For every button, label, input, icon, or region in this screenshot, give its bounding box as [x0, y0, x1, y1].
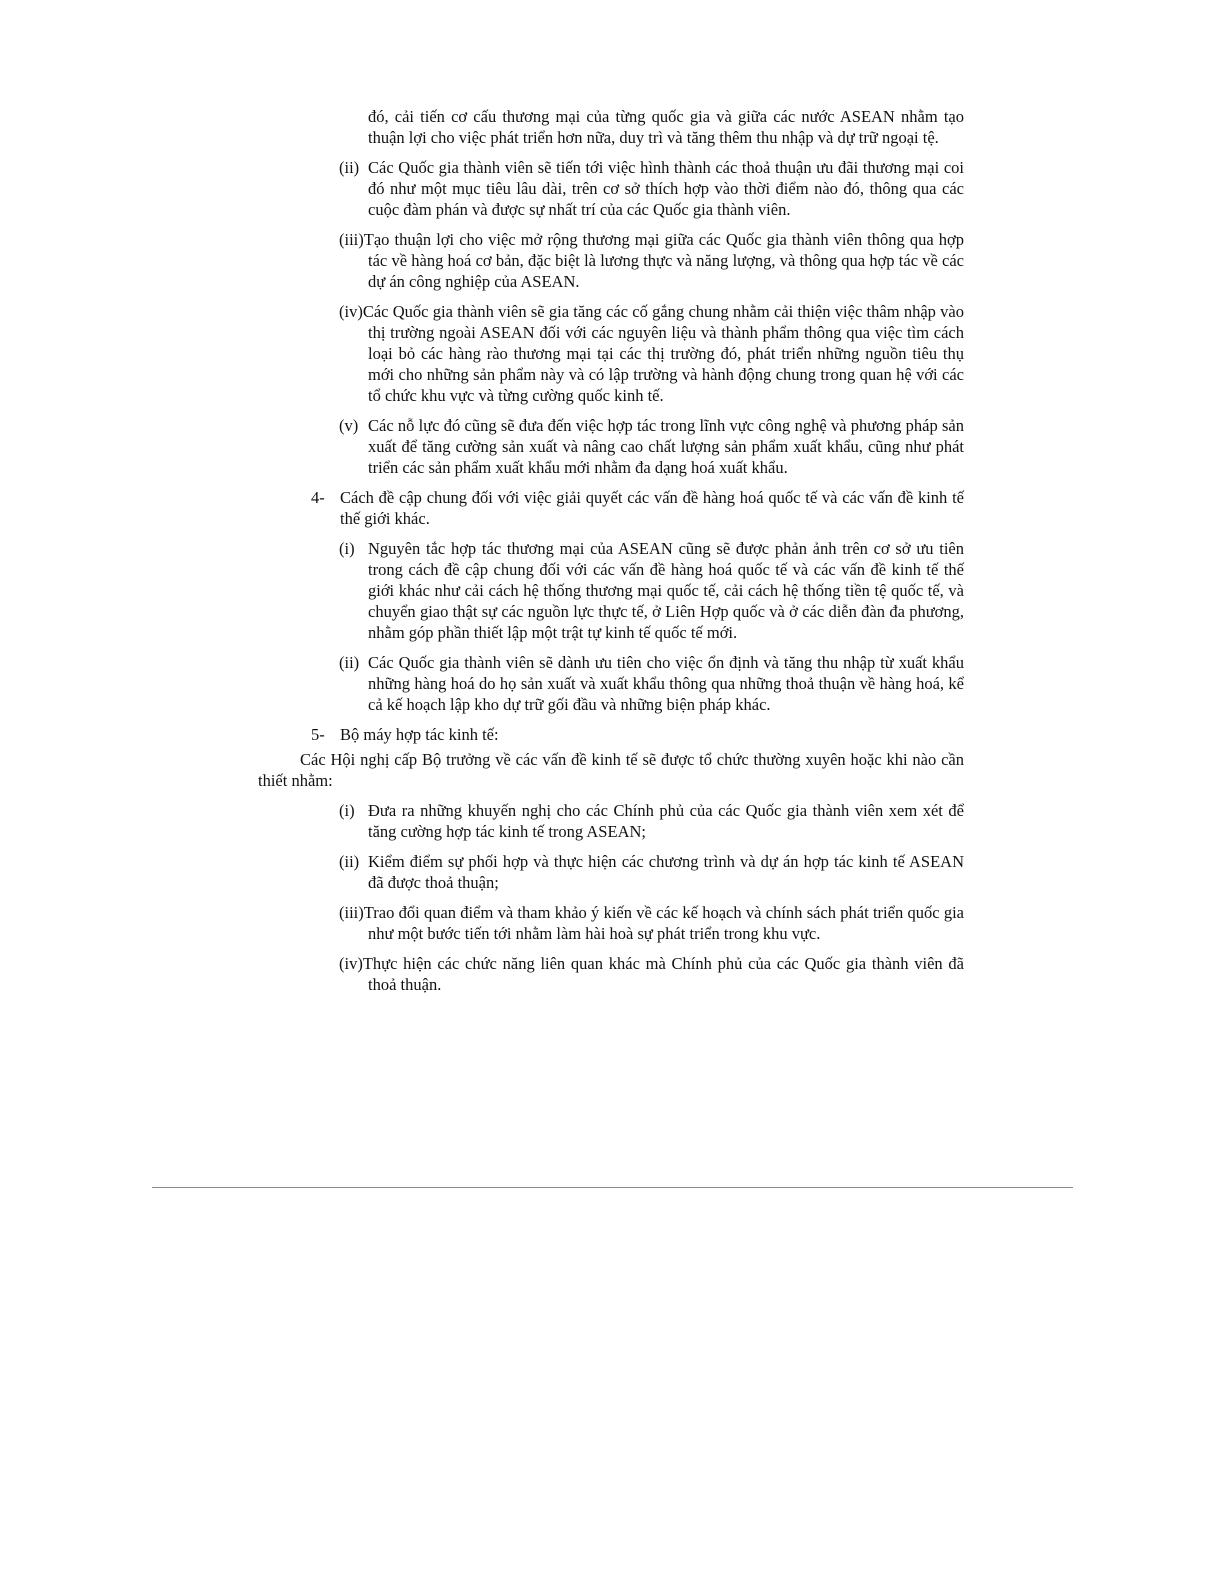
- list-item-text: Tạo thuận lợi cho việc mở rộng thương mại giữa các Quốc gia thành viên thông qua hợp tác về hàng hoá cơ bản, đặc biệt là lương thực và năng lượng, và thông qua hợp tác về các dự án công nghiệp của ASEAN.: [363, 230, 964, 291]
- list-item: [339, 902, 964, 944]
- section-number: 5-: [311, 725, 325, 744]
- list-marker: (i): [339, 539, 355, 558]
- section-heading-text: Bộ máy hợp tác kinh tế:: [340, 725, 499, 744]
- list-marker: (v): [339, 416, 359, 435]
- list-marker: (iii): [339, 903, 364, 922]
- list-item: [339, 157, 964, 220]
- list-item: [339, 953, 964, 995]
- list-item: [339, 415, 964, 478]
- list-item-text: Trao đổi quan điểm và tham khảo ý kiến về các kế hoạch và chính sách phát triển quốc gia như một bước tiến tới nhằm làm hài hoà sự phát triển trong khu vực.: [363, 903, 964, 943]
- page-divider: [152, 1187, 1073, 1188]
- list-item-text: Các Quốc gia thành viên sẽ tiến tới việc hình thành các thoả thuận ưu đãi thương mại coi đó như một mục tiêu lâu dài, trên cơ sở thích hợp vào thời điểm nào đó, thông qua các cuộc đàm phán và được sự nhất trí của các Quốc gia thành viên.: [368, 158, 964, 219]
- paragraph-text: đó, cải tiến cơ cấu thương mại của từng quốc gia và giữa các nước ASEAN nhằm tạo thuận lợi cho việc phát triển hơn nữa, duy trì và tăng thêm thu nhập và dự trữ ngoại tệ.: [368, 107, 964, 147]
- section-heading-text: Cách đề cập chung đối với việc giải quyết các vấn đề hàng hoá quốc tế và các vấn đề kinh tế thế giới khác.: [340, 488, 964, 528]
- list-item: [339, 800, 964, 842]
- document-page: [258, 106, 964, 1004]
- section-heading: [311, 724, 964, 745]
- paragraph-text: Các Hội nghị cấp Bộ trưởng về các vấn đề kinh tế sẽ được tổ chức thường xuyên hoặc khi nào cần thiết nhằm:: [258, 750, 964, 790]
- list-item-text: Các nỗ lực đó cũng sẽ đưa đến việc hợp tác trong lĩnh vực công nghệ và phương pháp sản xuất để tăng cường sản xuất và nâng cao chất lượng sản phẩm xuất khẩu, cũng như phát triển các sản phẩm xuất khẩu mới nhằm đa dạng hoá xuất khẩu.: [368, 416, 964, 477]
- list-item-text: Kiểm điểm sự phối hợp và thực hiện các chương trình và dự án hợp tác kinh tế ASEAN đã được thoả thuận;: [368, 852, 964, 892]
- list-marker: (ii): [339, 852, 360, 871]
- section-number: 4-: [311, 488, 325, 507]
- list-item-text: Thực hiện các chức năng liên quan khác mà Chính phủ của các Quốc gia thành viên đã thoả thuận.: [362, 954, 964, 994]
- continuation-paragraph: [368, 106, 964, 148]
- list-item: [339, 229, 964, 292]
- list-item-text: Đưa ra những khuyến nghị cho các Chính phủ của các Quốc gia thành viên xem xét để tăng cường hợp tác kinh tế trong ASEAN;: [368, 801, 964, 841]
- list-item-text: Các Quốc gia thành viên sẽ dành ưu tiên cho việc ổn định và tăng thu nhập từ xuất khẩu những hàng hoá do họ sản xuất và xuất khẩu thông qua những thoả thuận về hàng hoá, kể cả kế hoạch lập kho dự trữ gối đầu và những biện pháp khác.: [368, 653, 964, 714]
- list-item: [339, 851, 964, 893]
- list-marker: (iv): [339, 954, 363, 973]
- list-item: [339, 538, 964, 643]
- list-marker: (ii): [339, 158, 360, 177]
- list-item-text: Nguyên tắc hợp tác thương mại của ASEAN cũng sẽ được phản ảnh trên cơ sở ưu tiên trong cách đề cập chung đối với các vấn đề hàng hoá quốc tế và các vấn đề kinh tế thế giới khác như cải cách hệ thống thương mại quốc tế, cải cách hệ thống tiền tệ quốc tế, và chuyển giao thật sự các nguồn lực thực tế, ở Liên Hợp quốc và ở các diễn đàn đa phương, nhằm góp phần thiết lập một trật tự kinh tế quốc tế mới.: [368, 539, 964, 642]
- list-marker: (iii): [339, 230, 364, 249]
- list-item: [339, 652, 964, 715]
- list-item: [339, 301, 964, 406]
- list-marker: (i): [339, 801, 355, 820]
- list-marker: (iv): [339, 302, 363, 321]
- section-heading: [311, 487, 964, 529]
- list-item-text: Các Quốc gia thành viên sẽ gia tăng các cố gắng chung nhằm cải thiện việc thâm nhập vào thị trường ngoài ASEAN đối với các nguyên liệu và thành phẩm thông qua việc tìm cách loại bỏ các hàng rào thương mại tại các thị trường đó, phát triển những nguồn tiêu thụ mới cho những sản phẩm này và có lập trường và hành động chung trong quan hệ với các tổ chức khu vực và từng cường quốc kinh tế.: [362, 302, 964, 405]
- body-paragraph: [258, 749, 964, 791]
- list-marker: (ii): [339, 653, 360, 672]
